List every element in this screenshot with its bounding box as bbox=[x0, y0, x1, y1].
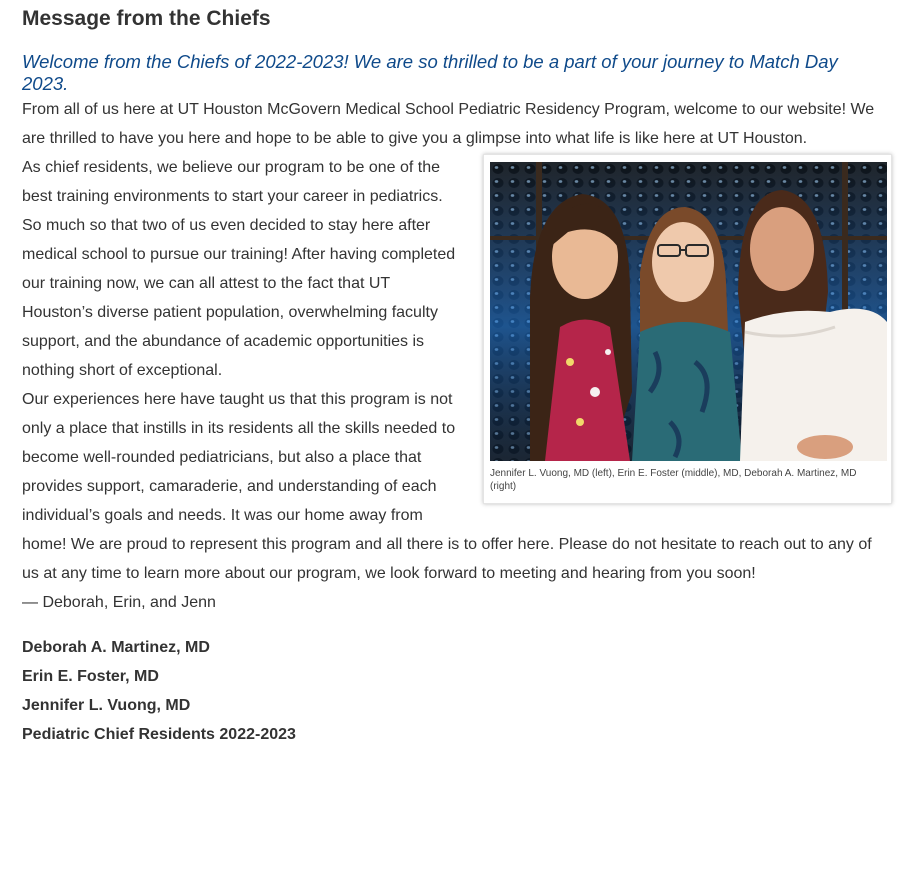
signoff: — Deborah, Erin, and Jenn bbox=[22, 594, 216, 611]
signature-deborah: Deborah A. Martinez, MD bbox=[22, 639, 210, 656]
signature-role: Pediatric Chief Residents 2022-2023 bbox=[22, 726, 296, 743]
chiefs-photo-figure bbox=[483, 154, 892, 504]
page-title: Message from the Chiefs bbox=[22, 7, 271, 30]
signature-erin: Erin E. Foster, MD bbox=[22, 668, 159, 685]
photo-caption: Jennifer L. Vuong, MD (left), Erin E. Foster (middle), MD, Deborah A. Martinez, MD (right) bbox=[490, 468, 857, 492]
paragraph-program: As chief residents, we believe our program to be one of the best training environments to start your career in pediatrics. So much so that two of us even decided to stay here after medical school to pursue our training! After having completed our training now, we can all attest to the fact that UT Houston’s diverse patient population, overwhelming faculty support, and the abundance of academic opportunities is nothing short of exceptional. bbox=[22, 159, 456, 379]
signature-jennifer: Jennifer L. Vuong, MD bbox=[22, 697, 191, 714]
signature-block bbox=[22, 633, 892, 749]
paragraph-experiences: Our experiences here have taught us that this program is not only a place that instills in its residents all the skills needed to become well-rounded pediatricians, but also a place that provides support, camaraderie, and understanding of each individual’s goals and needs. It was our home away from home! We are proud to represent this program and all there is to offer here. Please do not hesitate to reach out to any of us at any time to learn more about our program, we look forward to meeting and hearing from you soon! bbox=[22, 391, 872, 582]
chiefs-photo bbox=[490, 162, 887, 461]
chiefs-message-section bbox=[22, 0, 892, 749]
intro-text: Welcome from the Chiefs of 2022-2023! We are so thrilled to be a part of your journey to Match Day 2023. bbox=[22, 51, 838, 94]
paragraph-welcome: From all of us here at UT Houston McGovern Medical School Pediatric Residency Program, welcome to our website! We are thrilled to have you here and hope to be able to give you a glimpse into what life is like here at UT Houston. bbox=[22, 101, 875, 147]
